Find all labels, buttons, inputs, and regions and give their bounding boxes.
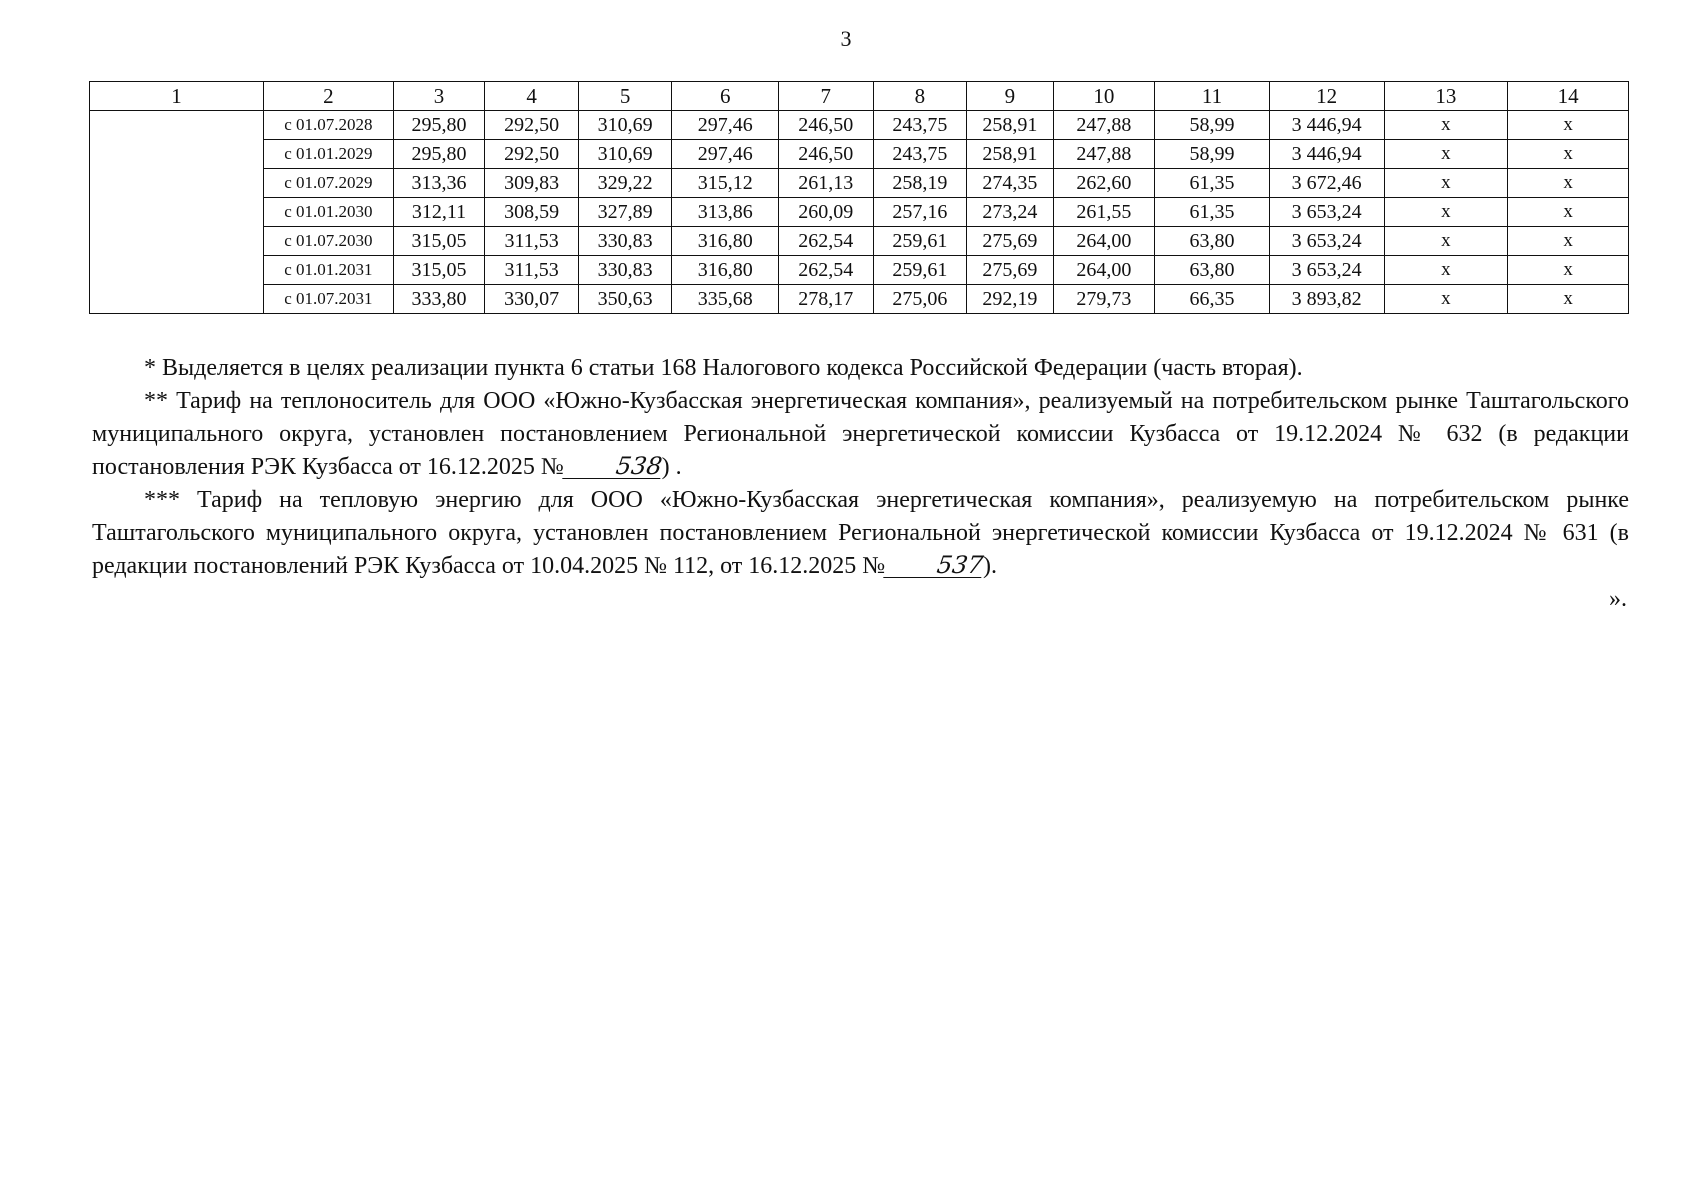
- table-cell: 315,05: [393, 227, 485, 256]
- header-cell: 11: [1155, 82, 1270, 111]
- table-cell: 66,35: [1155, 285, 1270, 314]
- table-cell: 258,91: [967, 111, 1054, 140]
- table-cell: 311,53: [485, 256, 579, 285]
- header-cell: 9: [967, 82, 1054, 111]
- table-cell: 58,99: [1155, 111, 1270, 140]
- table-cell: 335,68: [672, 285, 779, 314]
- footnote-heat-energy-end: ).: [983, 553, 997, 579]
- table-cell: 350,63: [578, 285, 672, 314]
- table-cell: 292,50: [485, 140, 579, 169]
- header-cell: 4: [485, 82, 579, 111]
- table-cell: 310,69: [578, 111, 672, 140]
- closing-quote: ».: [1609, 586, 1627, 612]
- table-cell-date: с 01.01.2031: [264, 256, 394, 285]
- table-cell: 316,80: [672, 227, 779, 256]
- table-cell: 310,69: [578, 140, 672, 169]
- table-cell: 295,80: [393, 140, 485, 169]
- table-cell: x: [1384, 198, 1508, 227]
- table-cell: 275,69: [967, 256, 1054, 285]
- table-cell: x: [1508, 111, 1629, 140]
- table-cell-date: с 01.07.2029: [264, 169, 394, 198]
- header-cell: 2: [264, 82, 394, 111]
- header-cell: 8: [873, 82, 967, 111]
- header-cell: 1: [90, 82, 264, 111]
- table-cell: x: [1384, 227, 1508, 256]
- table-cell-date: с 01.07.2030: [264, 227, 394, 256]
- footnote-heat-carrier: [92, 385, 1629, 484]
- table-row: [90, 169, 1629, 198]
- table-cell: 260,09: [779, 198, 874, 227]
- table-row: [90, 285, 1629, 314]
- table-cell: 275,06: [873, 285, 967, 314]
- table-cell: x: [1508, 140, 1629, 169]
- table-cell: 58,99: [1155, 140, 1270, 169]
- table-cell: 3 653,24: [1269, 256, 1384, 285]
- table-cell: 3 893,82: [1269, 285, 1384, 314]
- footnote-heat-carrier-text: ** Тариф на теплоноситель для ООО «Южно-Кузбасская энергетическая компания», реализуемый на потребительском рынке Таштагольского муниципального округа, установлен постановлением Региональной энергетической комиссии Кузбасса от 19.12.2024 № 632 (в редакции постановления РЭК Кузбасса от 16.12.2025 №: [92, 388, 1629, 480]
- header-cell: 10: [1053, 82, 1155, 111]
- table-cell: 247,88: [1053, 140, 1155, 169]
- table-cell-date: с 01.07.2028: [264, 111, 394, 140]
- table-cell: 274,35: [967, 169, 1054, 198]
- table-cell: 247,88: [1053, 111, 1155, 140]
- table-cell: 313,36: [393, 169, 485, 198]
- table-row: [90, 140, 1629, 169]
- table-cell: x: [1508, 169, 1629, 198]
- table-cell: 330,83: [578, 227, 672, 256]
- table-cell: 262,54: [779, 256, 874, 285]
- table-cell: 312,11: [393, 198, 485, 227]
- table-cell: 262,60: [1053, 169, 1155, 198]
- header-cell: 3: [393, 82, 485, 111]
- header-cell: 13: [1384, 82, 1508, 111]
- table-cell-date: с 01.01.2030: [264, 198, 394, 227]
- table-cell: 264,00: [1053, 256, 1155, 285]
- table-body: [90, 82, 1629, 314]
- table-cell: 259,61: [873, 256, 967, 285]
- header-cell: 6: [672, 82, 779, 111]
- table-cell: 258,19: [873, 169, 967, 198]
- table-cell: 63,80: [1155, 227, 1270, 256]
- header-cell: 14: [1508, 82, 1629, 111]
- table-cell: 261,13: [779, 169, 874, 198]
- table-cell: x: [1508, 227, 1629, 256]
- table-cell: 308,59: [485, 198, 579, 227]
- table-cell: 315,05: [393, 256, 485, 285]
- table-cell: x: [1508, 285, 1629, 314]
- table-cell: 243,75: [873, 140, 967, 169]
- table-cell: 315,12: [672, 169, 779, 198]
- table-cell-blank: [90, 111, 264, 314]
- table-cell: 261,55: [1053, 198, 1155, 227]
- table-cell: 295,80: [393, 111, 485, 140]
- table-cell: 309,83: [485, 169, 579, 198]
- table-cell: 257,16: [873, 198, 967, 227]
- table-header-row: [90, 82, 1629, 111]
- table-cell: 63,80: [1155, 256, 1270, 285]
- handwritten-resolution-number: 537: [883, 553, 984, 578]
- table-cell: 330,83: [578, 256, 672, 285]
- table-cell: 61,35: [1155, 198, 1270, 227]
- table-cell: 3 446,94: [1269, 111, 1384, 140]
- table-cell: 313,86: [672, 198, 779, 227]
- table-cell: x: [1384, 140, 1508, 169]
- table-cell: 297,46: [672, 140, 779, 169]
- table-row: [90, 227, 1629, 256]
- header-cell: 12: [1269, 82, 1384, 111]
- footnote-vat: [92, 352, 1629, 385]
- table-cell: 262,54: [779, 227, 874, 256]
- table-row: [90, 198, 1629, 227]
- tariff-table: [89, 81, 1629, 314]
- table-cell: 3 653,24: [1269, 198, 1384, 227]
- table-cell: 279,73: [1053, 285, 1155, 314]
- table-cell: 246,50: [779, 111, 874, 140]
- table-cell: x: [1508, 198, 1629, 227]
- table-cell: x: [1384, 111, 1508, 140]
- footnote-heat-carrier-end: ) .: [661, 454, 682, 480]
- table-row: [90, 111, 1629, 140]
- table-cell-date: с 01.01.2029: [264, 140, 394, 169]
- page-number: 3: [840, 26, 852, 51]
- handwritten-resolution-number: 538: [562, 454, 663, 479]
- header-cell: 5: [578, 82, 672, 111]
- footnote-heat-energy: [92, 484, 1629, 583]
- footnotes: [92, 352, 1629, 616]
- table-cell: 61,35: [1155, 169, 1270, 198]
- table-cell: 297,46: [672, 111, 779, 140]
- footnote-heat-energy-text: *** Тариф на тепловую энергию для ООО «Южно-Кузбасская энергетическая компания», реализуемую на потребительском рынке Таштагольского муниципального округа, установлен постановлением Региональной энергетической комиссии Кузбасса от 19.12.2024 № 631 (в редакции постановлений РЭК Кузбасса от 10.04.2025 № 112, от 16.12.2025 №: [92, 487, 1629, 579]
- table-cell: 3 672,46: [1269, 169, 1384, 198]
- header-cell: 7: [779, 82, 874, 111]
- table-cell: 292,50: [485, 111, 579, 140]
- table-cell: 311,53: [485, 227, 579, 256]
- table-cell: 243,75: [873, 111, 967, 140]
- table-cell-date: с 01.07.2031: [264, 285, 394, 314]
- table-cell: 275,69: [967, 227, 1054, 256]
- table-cell: 316,80: [672, 256, 779, 285]
- table-cell: 278,17: [779, 285, 874, 314]
- table-cell: x: [1384, 256, 1508, 285]
- table-cell: 273,24: [967, 198, 1054, 227]
- footnote-vat-text: * Выделяется в целях реализации пункта 6 статьи 168 Налогового кодекса Российской Федерации (часть вторая).: [144, 355, 1303, 381]
- table-row: [90, 256, 1629, 285]
- table-cell: 333,80: [393, 285, 485, 314]
- table-cell: x: [1384, 285, 1508, 314]
- table-cell: 264,00: [1053, 227, 1155, 256]
- table-cell: x: [1384, 169, 1508, 198]
- table-cell: 330,07: [485, 285, 579, 314]
- table-cell: 258,91: [967, 140, 1054, 169]
- table-cell: x: [1508, 256, 1629, 285]
- table-cell: 3 653,24: [1269, 227, 1384, 256]
- table-cell: 259,61: [873, 227, 967, 256]
- table-cell: 292,19: [967, 285, 1054, 314]
- table-cell: 3 446,94: [1269, 140, 1384, 169]
- table-cell: 246,50: [779, 140, 874, 169]
- table-cell: 329,22: [578, 169, 672, 198]
- table-cell: 327,89: [578, 198, 672, 227]
